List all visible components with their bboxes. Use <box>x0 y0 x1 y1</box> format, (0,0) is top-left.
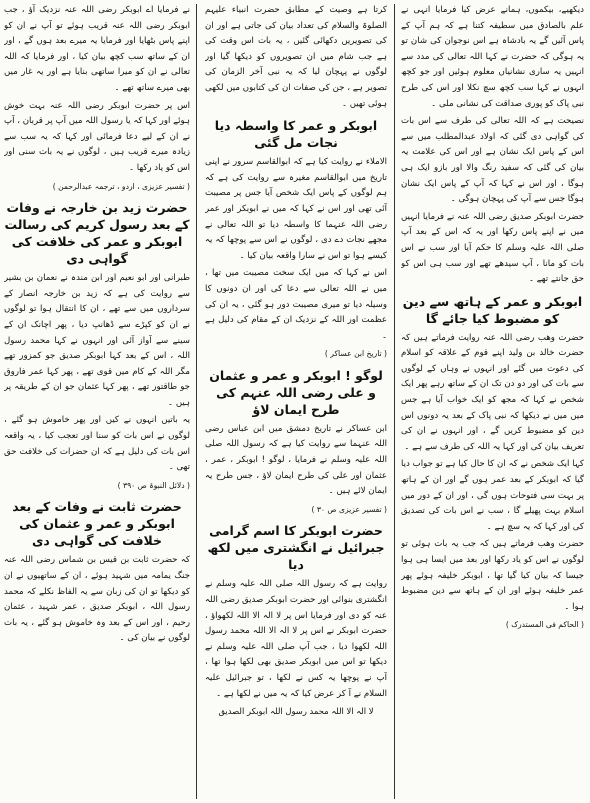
paragraph: کہا ایک شخص نے کہ ان کا حال کیا ہے تو جواب دیا گیا کہ ابوبکر کے بعد عمر ہوں گے اور ان کے ہاتھ پر بہت سی فتوحات ہوں گی ، اور ان کے دور میں اسلام بہت پھیلے گا ، سب نے اس بات کی تصدیق کی اور کہا کہ یہ سچ ہے ۔ <box>401 459 584 532</box>
citation: ( دلائل النبوۃ ص ۳۹۰ ) <box>117 480 190 490</box>
paragraph: کہ حضرت ثابت بن قیس بن شماس رضی اللہ عنہ جنگ یمامہ میں شہید ہوئے ، ان کے ساتھیوں نے ان کو دیکھا تو ان کی زبان سے یہ الفاظ نکلے کہ محمد رسول اللہ ، ابوبکر صدیق ، عمر شہید ، عثمان رحیم ، اور اس کے بعد وہ خاموش ہو گئے ، یہ بات لوگوں نے بیان کی ۔ <box>4 555 190 644</box>
section-heading: ابوبکر و عمر کا واسطہ دیا نجات مل گئی <box>214 118 378 151</box>
paragraph: روایت ہے کہ رسول اللہ صلی اللہ علیہ وسلم نے انگشتری بنوائی اور حضرت ابوبکر صدیق رضی اللہ عنہ کو دی اور فرمایا اس پر لا الہ الا اللہ لکھواؤ ، حضرت ابوبکر نے اس پر لا الہ الا اللہ محمد رسول اللہ لکھوا دیا ، جب آپ صلی اللہ علیہ وسلم نے دیکھا تو اس میں ابوبکر صدیق بھی لکھا ہوا تھا ، آپ نے پوچھا یہ کس نے لکھا ، تو جبرائیل علیہ السلام نے آ کر عرض کیا کہ یہ میں نے لکھا ہے ۔ <box>205 579 387 699</box>
paragraph: کرتا ہے وصیت کے مطابق حضرت انبیاء علیہم الصلوۃ والسلام کی تعداد بیان کی جاتی ہے اور ان کی تصویریں دکھائی گئیں ، یہ بات اس وقت کی ہے جب شام میں ان تصویروں کو دیکھا گیا اور لوگوں نے پہچان لیا کہ یہ نبی آخر الزمان کی تصویر ہے ، جن کی صفات ان کی کتابوں میں لکھی ہوئی تھیں ۔ <box>205 5 387 109</box>
paragraph: حضرت وھب فرماتے ہیں کہ جب یہ بات ہوئی تو لوگوں نے اس کو یاد رکھا اور بعد میں ایسا ہی ہوا جیسا کہ بیان کیا گیا تھا ، ابوبکر خلیفہ ہوئے پھر عمر خلیفہ ہوئے اور ان کے ہاتھ سے دین مضبوط ہوا ۔ <box>401 539 584 612</box>
middle-column <box>205 3 387 799</box>
paragraph: نصیحت ہے کہ اللہ تعالی کی طرف سے اس بات کی گواہی دی گئی کہ اولاد عبدالمطلب میں سے اس کے پاس ایک نشان ہے اور اس کی علامت یہ بیان کی گئی کہ سفید رنگ والا اور بازو ایک ہی ہوگا ، اور اس نے کہا کہ آپ کے پاس ایک نشان ہوگا جس سے آپ کی پہچان ہوگی ۔ <box>401 116 584 205</box>
paragraph: حضرت وھب رضی اللہ عنہ روایت فرماتے ہیں کہ حضرت خالد بن ولید اپنے قوم کے علاقہ کو اسلام کی دعوت میں گئے اور انہوں نے وہاں کے لوگوں سے بات کی اور دو دن تک ان کے ساتھ رہے پھر ایک شخص نے کہا کہ مجھ کو ایک خواب آیا ہے جس میں میں نے دیکھا کہ نبی پاک کے بعد یہ دونوں اس دین کو مضبوط کریں گے ، اور انہوں نے ان کی تعریف بیان کی اور کہا یہ اللہ کی طرف سے ہے ۔ <box>401 332 584 452</box>
section-heading: حضرت زید بن خارجہ نے وفات کے بعد رسول کریم کی رسالت ابوبکر و عمر کی خلافت کی گواہی دی <box>4 200 190 267</box>
paragraph: الاملاء نے روایت کیا ہے کہ ابوالقاسم سرور نے اپنی تاریخ میں ابوالقاسم مغیرہ سے روایت کی ہے کہ ہم لوگوں کے پاس ایک شخص آیا جس پر مصیبت آئی تھی اور اس نے کہا کہ میں نے ابوبکر اور عمر رضی اللہ عنہما کا واسطہ دیا تو اللہ تعالی نے مجھے نجات دے دی ، لوگوں نے اس سے پوچھا کہ یہ کیسے ہوا تو اس نے سارا واقعہ بیان کیا ۔ <box>205 157 387 261</box>
section-heading: حضرت ابوبکر کا اسم گرامی جبرائیل نے انگشتری میں لکھ دیا <box>207 523 385 573</box>
paragraph: طبرانی اور ابو نعیم اور ابن مندہ نے نعمان بن بشیر سے روایت کی ہے کہ زید بن خارجہ انصار کے سرداروں میں سے تھے ، ان کا انتقال ہوا تو لوگوں نے ان کو کپڑے سے ڈھانپ دیا ، پھر اچانک ان کے سینے سے آواز آئی اور انہوں نے کہا محمد رسول اللہ ، اس کے بعد کہا ابوبکر صدیق جو کمزور تھے مگر اللہ کے کام میں قوی تھے ، پھر کہا عمر فاروق جو طاقتور تھے ، پھر کہا عثمان جو ان کے طریقہ پر ہیں ۔ <box>4 273 190 408</box>
paragraph: دیکھیے، بیکموں، ہمانے عرض کیا فرمایا انہی نے علم بالصادق میں سطیفہ کتنا ہے کہ ہم آپ کے پاس آئیں گے یہ بادشاہ ہے اس نوجوان کی شان تو یہ ہوگی کہ حضرت نے کہا اللہ تعالی کی مدد سے انہیں یہ ساری نشانیاں معلوم ہوئیں اور جو کچھ انہوں نے کہا سب کچھ سچ نکلا اور اس کی طرح نبی پاک کو پوری صداقت کی نشانی ملی ۔ <box>401 5 584 109</box>
closing-line: لا الہ الا اللہ محمد رسول اللہ ابوبکر الصدیق <box>218 706 374 717</box>
paragraph: حضرت ابوبکر صدیق رضی اللہ عنہ نے فرمایا انہیں میں نے اپنے پاس رکھا اور یہ کہ اس کے بعد آپ صلی اللہ علیہ وسلم کا حکم آیا اور سب نے اس بات کو مانا ، آپ سیدھے تھے اور سب ہی اس کو حق جانتے تھے ۔ <box>401 211 584 285</box>
left-column <box>4 3 190 799</box>
citation: ( تاریخ ابن عساکر ) <box>324 349 387 359</box>
column-divider <box>196 4 197 799</box>
paragraph: ابن عساکر نے تاریخ دمشق میں ابن عباس رضی اللہ عنہما سے روایت کیا ہے کہ رسول اللہ صلی اللہ علیہ وسلم نے فرمایا ، لوگو ! ابوبکر ، عمر ، عثمان اور علی کی طرح ایمان لاؤ ، جس طرح یہ ایمان لائے ہیں ۔ <box>205 423 387 497</box>
section-heading: لوگو ! ابوبکر و عمر و عثمان و علی رضی اللہ عنہم کی طرح ایمان لاؤ <box>209 367 383 417</box>
citation: ( الحاکم فی المستدرک ) <box>505 620 584 630</box>
paragraph: اس نے کہا کہ میں ایک سخت مصیبت میں تھا ، میں نے اللہ تعالی سے دعا کی اور ان دونوں کا وسیلہ دیا تو میری مصیبت دور ہو گئی ، یہ ان کی عظمت اور اللہ کے نزدیک ان کے مقام کی دلیل ہے ۔ <box>205 268 387 341</box>
column-divider <box>394 4 395 799</box>
paragraph: نے فرمایا اے ابوبکر رضی اللہ عنہ نزدیک آؤ ، جب ابوبکر رضی اللہ عنہ قریب ہوئے تو آپ نے ان کو اپنے پاس بٹھایا اور فرمایا یہ میرے بعد ہوں گے ، اور ان کے ساتھ سب کچھ بیان کیا ، اور فرمایا کہ اللہ تعالی نے ان کو میرا ساتھی بنایا ہے اور یہ غار میں بھی میرے ساتھ تھے ۔ <box>4 5 190 93</box>
citation: ( تفسیر عزیزی ، اردو ، ترجمہ عبدالرحمن ) <box>52 181 190 191</box>
paragraph: اس پر حضرت ابوبکر رضی اللہ عنہ بہت خوش ہوئے اور کہا کہ یا رسول اللہ میں آپ پر قربان ، آپ نے ان کے لیے دعا فرمائی اور کہا کہ یہ سب سے زیادہ میرے قریب ہیں ، لوگوں نے یہ بات سنی اور اس کو یاد رکھا ۔ <box>4 100 190 173</box>
paragraph: یہ باتیں انہوں نے کیں اور پھر خاموش ہو گئے ، لوگوں نے اس بات کو سنا اور تعجب کیا ، یہ واقعہ اس بات کی دلیل ہے کہ ان حضرات کی خلافت حق تھی ۔ <box>4 415 190 473</box>
section-heading: ابوبکر و عمر کے ہاتھ سے دین کو مضبوط کیا جائے گا <box>402 293 583 326</box>
citation: ( تفسیر عزیزی ص ۳۰ ) <box>311 504 387 514</box>
right-column <box>401 3 584 799</box>
section-heading: حضرت ثابت نے وفات کے بعد ابوبکر و عمر و عثمان کی خلافت کی گواہی دی <box>12 499 182 549</box>
